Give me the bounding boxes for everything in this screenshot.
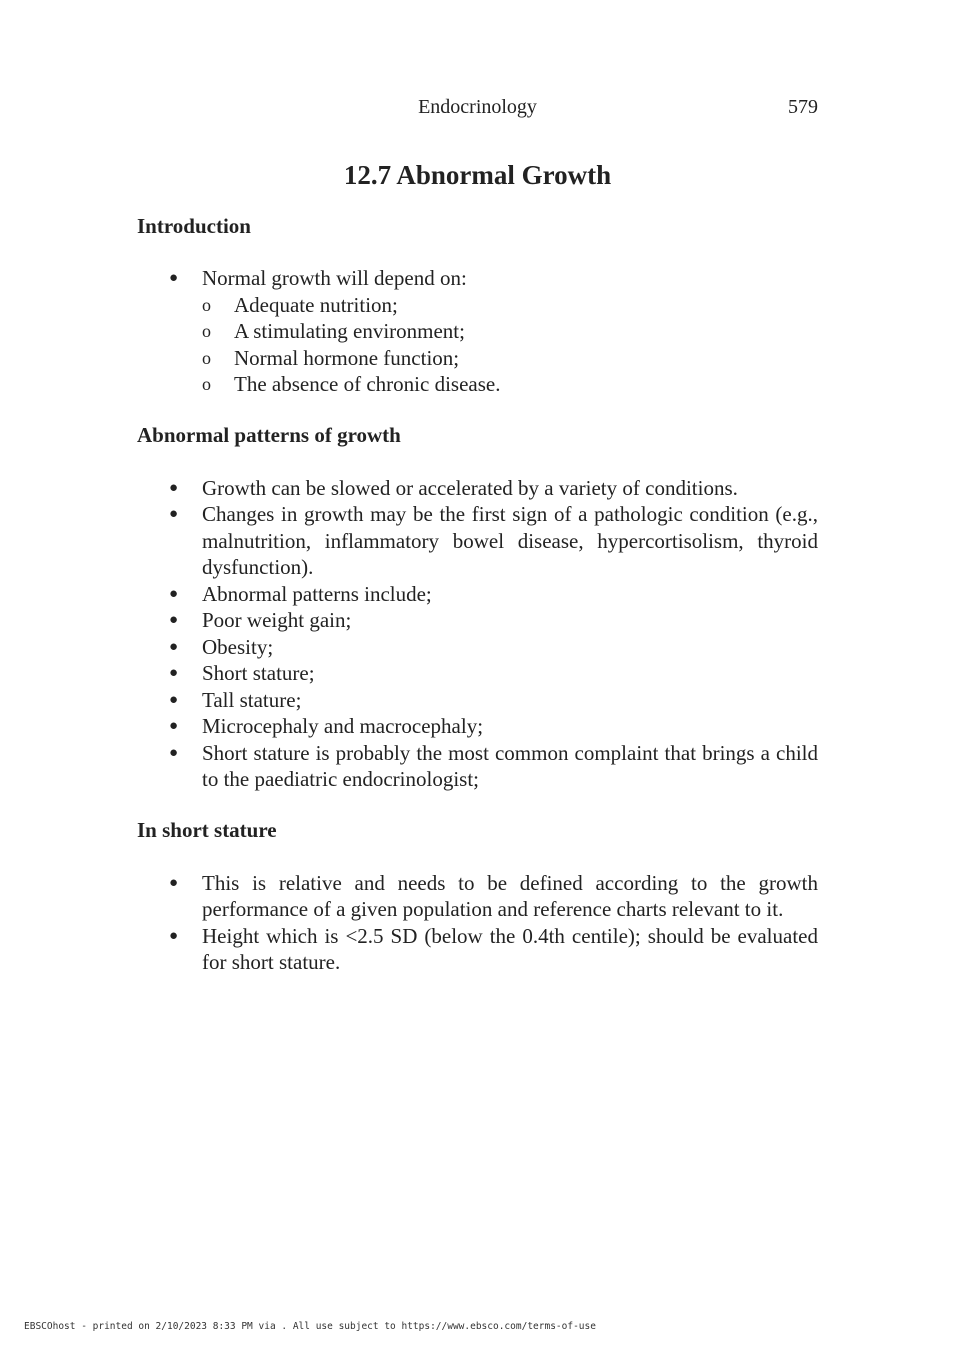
list-item — [137, 265, 818, 398]
list-item-text: Short stature is probably the most common complaint that brings a child to the paediatric endocrinologist; — [202, 740, 818, 791]
list-item-text: Poor weight gain; — [202, 608, 352, 632]
list-item-text: Tall stature; — [202, 687, 302, 712]
bullet-icon: ● — [169, 506, 179, 522]
list-item — [137, 501, 818, 581]
list-item-text: Microcephaly and macrocephaly; — [202, 714, 484, 738]
page-number: 579 — [788, 96, 818, 118]
list-item — [137, 581, 818, 608]
bullet-list — [137, 475, 818, 793]
list-item-text: Abnormal patterns include; — [202, 581, 432, 606]
bullet-icon: ● — [169, 585, 179, 602]
running-header-section: Endocrinology — [418, 96, 537, 118]
bullet-icon: ● — [169, 270, 179, 286]
circle-bullet-icon: o — [202, 321, 211, 341]
circle-bullet-icon: o — [202, 374, 211, 394]
list-item — [137, 870, 818, 923]
list-item-text: Short stature; — [202, 661, 315, 685]
bullet-list — [137, 265, 818, 398]
circle-bullet-icon: o — [202, 294, 211, 315]
sub-list-item-text: The absence of chronic disease. — [234, 372, 501, 396]
list-item-text: This is relative and needs to be defined according to the growth performance of a given population and reference charts relevant to it. — [202, 870, 818, 921]
bullet-icon: ● — [169, 479, 179, 496]
section-heading: Introduction — [137, 214, 251, 238]
list-item — [137, 660, 818, 687]
list-item — [137, 607, 818, 634]
list-item-text: Height which is <2.5 SD (below the 0.4th centile); should be evaluated for short stature. — [202, 923, 818, 974]
sub-list-item — [202, 292, 818, 319]
list-item-text: Obesity; — [202, 634, 274, 659]
bullet-icon: ● — [169, 718, 179, 734]
list-item — [137, 713, 818, 740]
bullet-icon: ● — [169, 612, 179, 628]
bullet-list — [137, 870, 818, 976]
section-heading: Abnormal patterns of growth — [137, 422, 401, 447]
circle-bullet-icon: o — [202, 347, 211, 368]
list-item — [137, 634, 818, 661]
page-content — [137, 211, 818, 976]
sub-list-item — [202, 318, 818, 345]
list-item — [137, 923, 818, 976]
sub-list-item — [202, 371, 818, 398]
chapter-title: 12.7 Abnormal Growth — [343, 160, 612, 190]
sub-list-item-text: Normal hormone function; — [234, 345, 460, 370]
bullet-icon: ● — [169, 665, 179, 681]
list-item-text: Changes in growth may be the first sign of a pathologic condition (e.g., malnutrition, inflammatory bowel disease, hypercortisolism, thyroid dysfunction). — [202, 502, 818, 579]
sub-list-item-text: A stimulating environment; — [234, 319, 465, 343]
sub-list — [202, 292, 818, 398]
list-item-text: Growth can be slowed or accelerated by a variety of conditions. — [202, 475, 738, 500]
sub-list-item-text: Adequate nutrition; — [234, 292, 398, 317]
section-abnormal-patterns — [137, 420, 818, 793]
list-item — [137, 687, 818, 714]
bullet-icon: ● — [169, 744, 179, 761]
section-short-stature — [137, 815, 818, 976]
list-item — [137, 740, 818, 793]
list-item-text: Normal growth will depend on: — [202, 266, 467, 290]
bullet-icon: ● — [169, 927, 179, 944]
running-header — [0, 96, 955, 122]
bullet-icon: ● — [169, 874, 179, 891]
section-heading: In short stature — [137, 817, 277, 842]
print-footer: EBSCOhost - printed on 2/10/2023 8:33 PM via . All use subject to https://www.ebsco.com/terms-of-use — [24, 1321, 596, 1332]
bullet-icon: ● — [169, 691, 179, 708]
section-introduction — [137, 211, 818, 398]
sub-list-item — [202, 345, 818, 372]
list-item — [137, 475, 818, 502]
bullet-icon: ● — [169, 638, 179, 655]
